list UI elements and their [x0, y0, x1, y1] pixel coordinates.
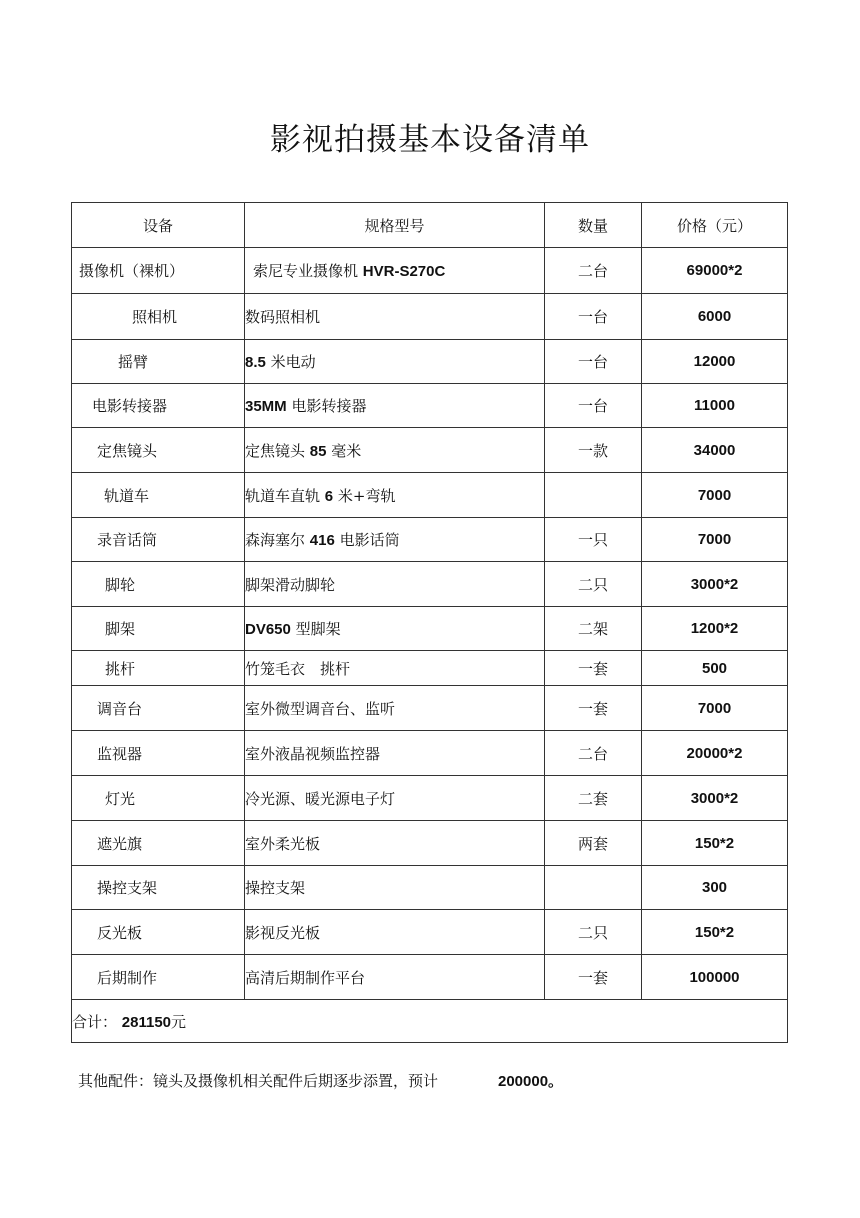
spec-cell [245, 686, 545, 731]
spec-model: HVR-S270C [362, 263, 446, 280]
price-cell: 150*2 [642, 910, 788, 955]
table-row [72, 955, 788, 1000]
equipment-name: 电影转接器 [72, 384, 245, 428]
total-amount: 281150 [121, 1013, 172, 1031]
spec-text: 室外柔光板 [245, 834, 321, 853]
price-cell: 1200*2 [642, 607, 788, 651]
price-cell: 500 [642, 651, 788, 686]
price-cell: 150*2 [642, 821, 788, 866]
spec-model: 85 [309, 442, 327, 460]
table-row [72, 294, 788, 340]
equipment-name: 遮光旗 [72, 821, 245, 866]
price-cell: 6000 [642, 294, 788, 340]
spec-cell [245, 731, 545, 776]
quantity-cell: 二只 [545, 910, 642, 955]
price-cell: 7000 [642, 473, 788, 518]
equipment-name: 摄像机（裸机） [72, 248, 245, 294]
quantity-cell: 二套 [545, 776, 642, 821]
table-row [72, 910, 788, 955]
spec-tail: 米电动 [270, 353, 316, 371]
equipment-name: 监视器 [72, 731, 245, 776]
quantity-cell: 一台 [545, 384, 642, 428]
quantity-cell [545, 866, 642, 910]
spec-model: DV650 [245, 621, 291, 638]
spec-text: 索尼专业摄像机 [253, 262, 359, 280]
total-label: 合计： [72, 1012, 118, 1031]
spec-cell [245, 294, 545, 340]
price-cell: 11000 [642, 384, 788, 428]
equipment-name: 照相机 [72, 294, 245, 340]
table-row [72, 821, 788, 866]
quantity-cell: 一套 [545, 651, 642, 686]
quantity-cell: 一套 [545, 955, 642, 1000]
table-header-row [72, 203, 788, 248]
header-spec: 规格型号 [245, 203, 545, 248]
equipment-name: 反光板 [72, 910, 245, 955]
spec-text: 森海塞尔 [245, 531, 306, 549]
table-row [72, 340, 788, 384]
price-cell: 3000*2 [642, 562, 788, 607]
equipment-name: 轨道车 [72, 473, 245, 518]
equipment-name: 灯光 [72, 776, 245, 821]
spec-cell [245, 821, 545, 866]
quantity-cell [545, 473, 642, 518]
spec-cell [245, 866, 545, 910]
table-row [72, 473, 788, 518]
spec-cell [245, 340, 545, 384]
quantity-cell: 二架 [545, 607, 642, 651]
table-row [72, 776, 788, 821]
price-cell: 100000 [642, 955, 788, 1000]
price-cell: 69000*2 [642, 248, 788, 294]
spec-text: 竹笼毛衣 挑杆 [245, 659, 351, 678]
spec-cell [245, 607, 545, 651]
equipment-name: 操控支架 [72, 866, 245, 910]
total-unit: 元 [171, 1012, 187, 1031]
equipment-name: 录音话筒 [72, 518, 245, 562]
table-row [72, 731, 788, 776]
spec-text: 高清后期制作平台 [245, 968, 366, 987]
equipment-table [71, 202, 788, 1043]
quantity-cell: 一套 [545, 686, 642, 731]
spec-text: 脚架滑动脚轮 [245, 575, 336, 594]
table-row [72, 562, 788, 607]
spec-cell [245, 518, 545, 562]
spec-model: 416 [309, 532, 335, 549]
spec-cell [245, 248, 545, 294]
header-qty: 数量 [545, 203, 642, 248]
spec-text: 定焦镜头 [245, 441, 306, 460]
spec-text: 冷光源、暖光源电子灯 [245, 789, 396, 808]
price-cell: 7000 [642, 518, 788, 562]
table-row [72, 651, 788, 686]
price-cell: 3000*2 [642, 776, 788, 821]
equipment-name: 脚轮 [72, 562, 245, 607]
spec-text: 室外液晶视频监控器 [245, 744, 381, 763]
price-cell: 34000 [642, 428, 788, 473]
spec-cell [245, 910, 545, 955]
spec-model: 35MM [245, 398, 287, 415]
table-row [72, 686, 788, 731]
spec-cell [245, 428, 545, 473]
other-text: 其他配件：镜头及摄像机相关配件后期逐步添置，预计 [78, 1072, 439, 1090]
table-row [72, 518, 788, 562]
table-row [72, 248, 788, 294]
other-amount: 200000。 [498, 1073, 564, 1090]
spec-text: 影视反光板 [245, 923, 321, 942]
other-accessories-note [78, 1070, 564, 1091]
quantity-cell: 一台 [545, 340, 642, 384]
quantity-cell: 二台 [545, 731, 642, 776]
quantity-cell: 两套 [545, 821, 642, 866]
spec-model: 6 [324, 487, 334, 505]
spec-model: 8.5 [245, 354, 266, 371]
spec-cell [245, 562, 545, 607]
quantity-cell: 一只 [545, 518, 642, 562]
page-title: 影视拍摄基本设备清单 [270, 122, 590, 158]
spec-cell [245, 473, 545, 518]
spec-cell [245, 776, 545, 821]
table-row [72, 607, 788, 651]
total-cell [72, 1000, 788, 1043]
equipment-name: 调音台 [72, 686, 245, 731]
spec-cell [245, 384, 545, 428]
spec-text: 室外微型调音台、监听 [245, 699, 396, 718]
equipment-name: 脚架 [72, 607, 245, 651]
spec-tail: 型脚架 [295, 620, 341, 638]
price-cell: 300 [642, 866, 788, 910]
spec-text: 操控支架 [245, 879, 306, 897]
header-price: 价格（元） [642, 203, 788, 248]
spec-text: 数码照相机 [245, 308, 321, 326]
spec-tail: 电影话筒 [339, 531, 400, 549]
total-row [72, 1000, 788, 1043]
spec-tail: 毫米 [331, 441, 362, 460]
price-cell: 7000 [642, 686, 788, 731]
equipment-name: 挑杆 [72, 651, 245, 686]
price-cell: 20000*2 [642, 731, 788, 776]
quantity-cell: 二只 [545, 562, 642, 607]
spec-text: 轨道车直轨 [245, 486, 321, 505]
spec-cell [245, 955, 545, 1000]
price-cell: 12000 [642, 340, 788, 384]
spec-cell [245, 651, 545, 686]
equipment-name: 定焦镜头 [72, 428, 245, 473]
spec-tail: 米+弯轨 [337, 486, 396, 505]
quantity-cell: 二台 [545, 248, 642, 294]
quantity-cell: 一台 [545, 294, 642, 340]
quantity-cell: 一款 [545, 428, 642, 473]
table-row [72, 428, 788, 473]
table-row [72, 384, 788, 428]
spec-tail: 电影转接器 [291, 397, 367, 415]
header-equipment: 设备 [72, 203, 245, 248]
table-row [72, 866, 788, 910]
equipment-name: 摇臂 [72, 340, 245, 384]
equipment-name: 后期制作 [72, 955, 245, 1000]
